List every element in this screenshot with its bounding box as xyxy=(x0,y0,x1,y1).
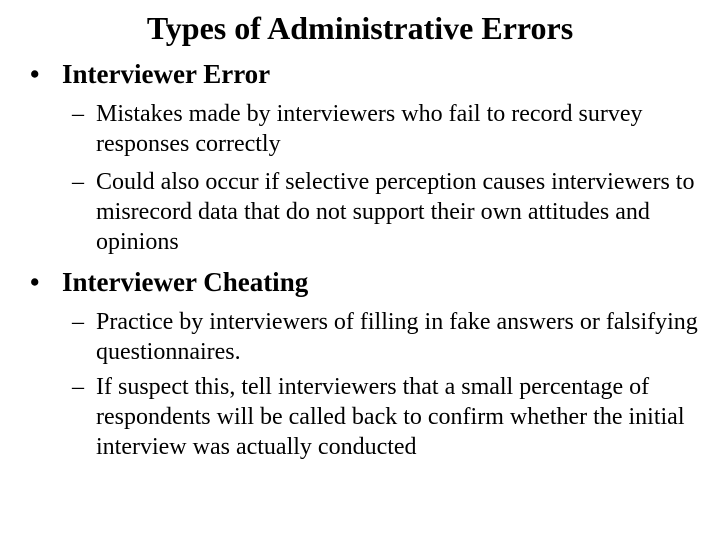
sub-point xyxy=(72,99,712,159)
sub-point-text: Mistakes made by interviewers who fail to record survey responses correctly xyxy=(96,101,643,157)
dash-mark: – xyxy=(72,309,84,335)
sub-point-text: Practice by interviewers of filling in fake answers or falsifying questionnaires. xyxy=(96,309,698,365)
bullet-mark: • xyxy=(30,59,40,89)
bullet-heading: Interviewer Cheating xyxy=(62,267,309,297)
sub-point xyxy=(72,372,712,462)
sub-point-text: Could also occur if selective perception causes interviewers to misrecord data that do not support their own attitudes and opinions xyxy=(96,169,695,255)
bullet-mark: • xyxy=(30,267,40,297)
sub-point xyxy=(72,167,712,257)
sub-point xyxy=(72,307,712,367)
dash-mark: – xyxy=(72,101,84,127)
dash-mark: – xyxy=(72,169,84,195)
slide-title: Types of Administrative Errors xyxy=(146,10,574,46)
bullet-interviewer-error xyxy=(30,58,270,90)
bullet-heading: Interviewer Error xyxy=(62,59,271,89)
dash-mark: – xyxy=(72,374,84,400)
sub-point-text: If suspect this, tell interviewers that a small percentage of respondents will be called back to confirm whether the initial interview was actually conducted xyxy=(96,374,685,460)
bullet-interviewer-cheating xyxy=(30,266,308,298)
